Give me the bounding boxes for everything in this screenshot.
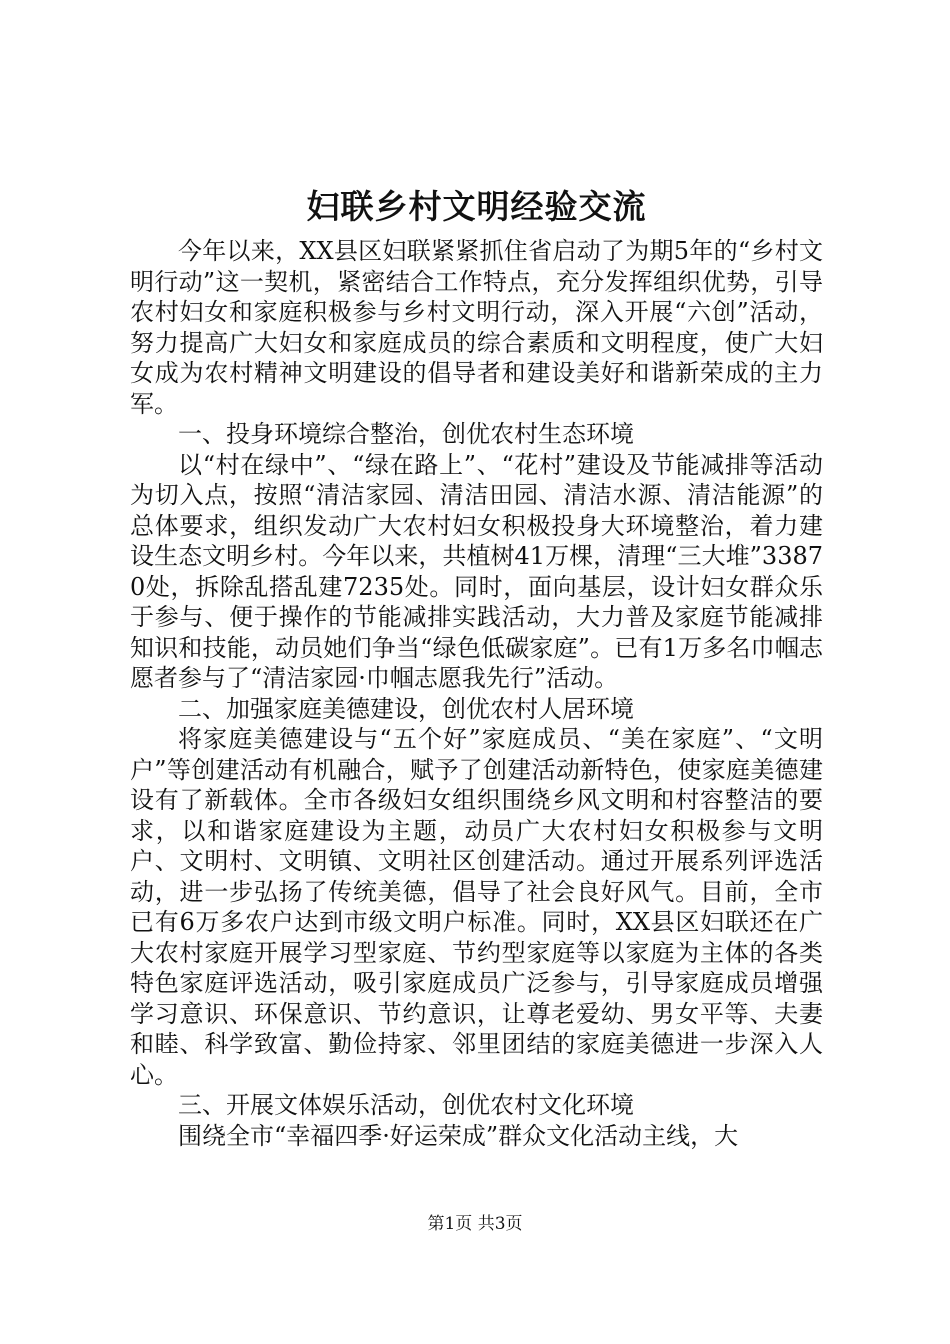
section-3-heading: 三、开展文体娱乐活动，创优农村文化环境 — [178, 1091, 634, 1119]
document-page — [130, 178, 823, 1151]
section-2-body: 将家庭美德建设与“五个好”家庭成员、“美在家庭”、“文明户”等创建活动有机融合，赋予了创建活动新特色，使家庭美德建设有了新载体。全市各级妇女组织围绕乡风文明和村容整洁的要求，以和谐家庭建设为主题，动员广大农村妇女积极参与文明户、文明村、文明镇、文明社区创建活动。通过开展系列评选活动，进一步弘扬了传统美德，倡导了社会良好风气。目前，全市已有6万多农户达到市级文明户标准。同时，XX县区妇联还在广大农村家庭开展学习型家庭、节约型家庭等以家庭为主体的各类特色家庭评选活动，吸引家庭成员广泛参与，引导家庭成员增强学习意识、环保意识、节约意识，让尊老爱幼、男女平等、夫妻和睦、科学致富、勤俭持家、邻里团结的家庭美德进一步深入人心。 — [130, 725, 823, 1089]
section-1-heading: 一、投身环境综合整治，创优农村生态环境 — [178, 420, 634, 448]
section-3-body: 围绕全市“幸福四季·好运荣成”群众文化活动主线，大 — [178, 1121, 739, 1150]
section-2-heading: 二、加强家庭美德建设，创优农村人居环境 — [178, 694, 634, 723]
document-title: 妇联乡村文明经验交流 — [306, 187, 647, 226]
page-footer: 第1页 共3页 — [427, 1214, 523, 1234]
intro-paragraph: 今年以来，XX县区妇联紧紧抓住省启动了为期5年的“乡村文明行动”这一契机，紧密结合工作特点，充分发挥组织优势，引导农村妇女和家庭积极参与乡村文明行动，深入开展“六创”活动，努力提高广大妇女和家庭成员的综合素质和文明程度，使广大妇女成为农村精神文明建设的倡导者和建设美好和谐新荣成的主力军。 — [130, 237, 823, 418]
section-1-body: 以“村在绿中”、“绿在路上”、“花村”建设及节能减排等活动为切入点，按照“清洁家园、清洁田园、清洁水源、清洁能源”的总体要求，组织发动广大农村妇女积极投身大环境整治，着力建设生态文明乡村。今年以来，共植树41万棵，清理“三大堆”33870处，拆除乱搭乱建7235处。同时，面向基层，设计妇女群众乐于参与、便于操作的节能减排实践活动，大力普及家庭节能减排知识和技能，动员她们争当“绿色低碳家庭”。已有1万多名巾帼志愿者参与了“清洁家园·巾帼志愿我先行”活动。 — [130, 450, 823, 692]
